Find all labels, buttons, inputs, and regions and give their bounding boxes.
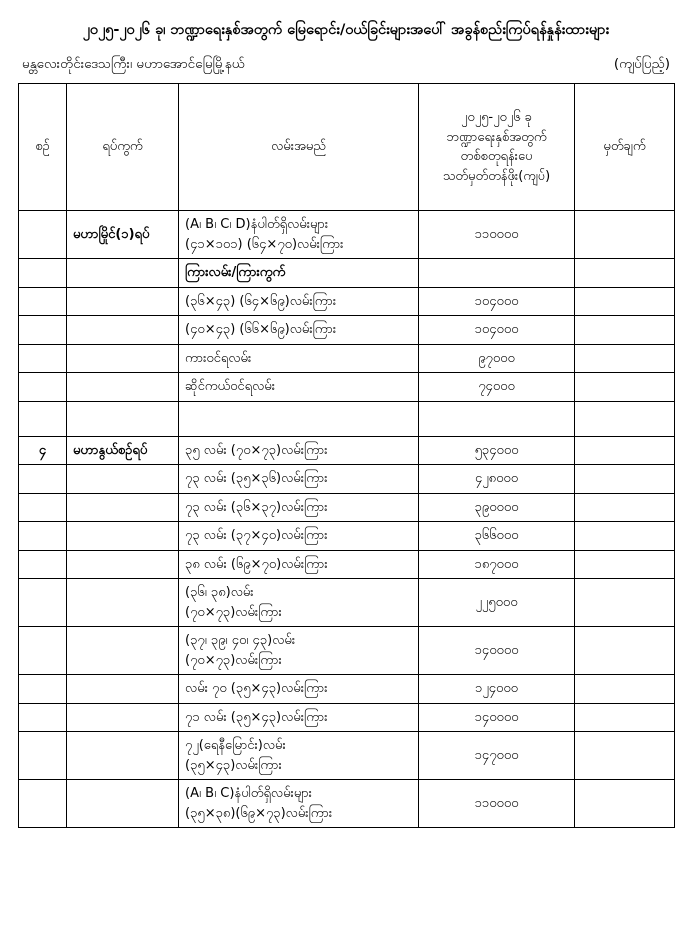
cell-serial-number: [19, 344, 67, 373]
cell-road-name: [179, 344, 419, 373]
cell-serial-number: ၄: [19, 436, 67, 465]
road-name-line: (၇၀×၇၃)လမ်းကြား: [185, 604, 282, 620]
cell-road-name: [179, 211, 419, 259]
cell-serial-number: [19, 522, 67, 551]
cell-road-name: [179, 287, 419, 316]
cell-serial-number: [19, 493, 67, 522]
cell-road-name: [179, 373, 419, 402]
column-header-rate: [419, 84, 575, 211]
road-name-line: ၃၅ လမ်း (၇၀×၇၃)လမ်းကြား: [185, 442, 328, 458]
road-name-line: (၃၆×၄၃) (၆၄×၆၉)လမ်းကြား: [185, 293, 337, 309]
table-row: [19, 287, 675, 316]
cell-ward: [67, 493, 179, 522]
cell-serial-number: [19, 732, 67, 780]
table-row: [19, 579, 675, 627]
cell-rate: ၄၂၈၀၀၀: [419, 465, 575, 494]
table-row: [19, 522, 675, 551]
road-name-line: လမ်း ၇၀ (၃၅×၄၃)လမ်းကြား: [185, 681, 328, 697]
cell-ward: [67, 373, 179, 402]
cell-serial-number: [19, 703, 67, 732]
column-header-road-name: လမ်းအမည်: [179, 84, 419, 211]
table-row: [19, 675, 675, 704]
cell-serial-number: [19, 579, 67, 627]
cell-serial-number: [19, 627, 67, 675]
cell-remark: [575, 373, 675, 402]
cell-remark: [575, 493, 675, 522]
cell-ward: [67, 675, 179, 704]
cell-remark: [575, 550, 675, 579]
cell-ward: [67, 259, 179, 288]
cell-road-name: [179, 675, 419, 704]
cell-remark: [575, 465, 675, 494]
cell-rate: ၁၄၀၀၀၀: [419, 703, 575, 732]
road-name-line: ၇၁ လမ်း (၃၅×၄၃)လမ်းကြား: [185, 709, 328, 725]
subheader-row: [22, 55, 670, 75]
cell-remark: [575, 627, 675, 675]
road-name-line: (A၊ B၊ C၊ D)နံပါတ်ရှိလမ်းများ: [185, 217, 329, 233]
road-name-line: (၃၅×၄၃)လမ်းကြား: [185, 757, 282, 773]
cell-remark: [575, 211, 675, 259]
cell-rate: ၉၇၀၀၀: [419, 344, 575, 373]
cell-rate: ၃၆၆၀၀၀: [419, 522, 575, 551]
cell-ward: [67, 465, 179, 494]
cell-ward: [67, 344, 179, 373]
road-name-line: ၃၈ လမ်း (၆၉×၇၀)လမ်းကြား: [185, 556, 328, 572]
cell-ward: [67, 401, 179, 436]
cell-rate: ၁၄၀၀၀၀: [419, 627, 575, 675]
cell-rate: ၁၁၀၀၀၀: [419, 211, 575, 259]
cell-remark: [575, 732, 675, 780]
cell-serial-number: [19, 259, 67, 288]
road-name-line: ၇၃ လမ်း (၃၅×၃၆)လမ်းကြား: [185, 471, 328, 487]
cell-serial-number: [19, 287, 67, 316]
cell-rate: ၅၃၄၀၀၀: [419, 436, 575, 465]
cell-rate: ၁၀၄၀၀၀: [419, 316, 575, 345]
road-name-line: (၃၅×၃၈)(၆၉×၇၃)လမ်းကြား: [185, 805, 333, 821]
cell-serial-number: [19, 465, 67, 494]
cell-ward: [67, 316, 179, 345]
table-row: [19, 493, 675, 522]
cell-ward: [67, 732, 179, 780]
table-row: [19, 211, 675, 259]
road-name-line: (A၊ B၊ C)နံပါတ်ရှိလမ်းများ: [185, 786, 312, 802]
cell-rate: ၁၁၀၀၀၀: [419, 780, 575, 828]
column-header-no: စဉ်: [19, 84, 67, 211]
cell-road-name: [179, 703, 419, 732]
cell-serial-number: [19, 373, 67, 402]
cell-road-name: [179, 493, 419, 522]
table-row: [19, 436, 675, 465]
cell-serial-number: [19, 675, 67, 704]
cell-road-name: [179, 316, 419, 345]
cell-rate: ၇၄၀၀၀: [419, 373, 575, 402]
cell-road-name: [179, 465, 419, 494]
cell-rate: ၁၀၄၀၀၀: [419, 287, 575, 316]
cell-ward: [67, 780, 179, 828]
road-name-line: (၃၇၊ ၃၉၊ ၄၀၊ ၄၃)လမ်း: [185, 633, 296, 649]
cell-remark: [575, 401, 675, 436]
table-row: [19, 465, 675, 494]
cell-remark: [575, 579, 675, 627]
cell-remark: [575, 780, 675, 828]
cell-rate: ၃၉၀၀၀၀: [419, 493, 575, 522]
table-row: [19, 316, 675, 345]
cell-road-name: [179, 522, 419, 551]
cell-road-name: [179, 627, 419, 675]
cell-ward: မဟာမြိုင်(၁)ရပ်: [67, 211, 179, 259]
cell-road-name: [179, 550, 419, 579]
road-name-line: ၇၃ လမ်း (၃၇×၄၀)လမ်းကြား: [185, 528, 328, 544]
cell-remark: [575, 522, 675, 551]
table-row: [19, 259, 675, 288]
column-header-rate-line-1: ၂၀၂၅-၂၀၂၆ ခု: [461, 110, 532, 126]
column-header-ward: ရပ်ကွက်: [67, 84, 179, 211]
cell-road-name: [179, 579, 419, 627]
cell-ward: [67, 579, 179, 627]
table-body: [19, 211, 675, 828]
cell-rate: [419, 401, 575, 436]
cell-road-name: [179, 780, 419, 828]
cell-remark: [575, 675, 675, 704]
column-header-rate-line-3: တစ်စတုရန်းပေ: [460, 149, 533, 165]
road-name-line: ၇၃ လမ်း (၃၆×၃၇)လမ်းကြား: [185, 499, 328, 515]
cell-road-name: [179, 436, 419, 465]
cell-ward: [67, 287, 179, 316]
currency-note: (ကျပ်ပြည့်): [613, 56, 670, 73]
column-header-rate-line-2: ဘဏ္ဍာရေးနှစ်အတွက်: [446, 129, 547, 145]
cell-ward: မဟာနွယ်စဉ်ရပ်: [67, 436, 179, 465]
road-name-line: (၃၆၊ ၃၈)လမ်း: [185, 585, 254, 601]
cell-remark: [575, 316, 675, 345]
cell-serial-number: [19, 316, 67, 345]
column-header-remark: မှတ်ချက်: [575, 84, 675, 211]
table-row: [19, 780, 675, 828]
cell-remark: [575, 259, 675, 288]
table-header-row: [19, 84, 675, 211]
cell-remark: [575, 344, 675, 373]
cell-ward: [67, 522, 179, 551]
cell-serial-number: [19, 550, 67, 579]
road-name-line: (၇၀×၇၃)လမ်းကြား: [185, 652, 282, 668]
table-row: [19, 703, 675, 732]
cell-road-name: [179, 732, 419, 780]
cell-remark: [575, 287, 675, 316]
region-label: မန္တလေးတိုင်းဒေသကြီး၊ မဟာအောင်မြေမြို့နယ်: [22, 56, 245, 73]
cell-rate: ၁၈၇၀၀၀: [419, 550, 575, 579]
land-tax-rate-table: [18, 83, 675, 828]
road-name-line: ဆိုင်ကယ်ဝင်ရလမ်း: [185, 379, 276, 395]
cell-ward: [67, 703, 179, 732]
table-row: [19, 550, 675, 579]
cell-road-name: [179, 259, 419, 288]
cell-rate: ၁၄၇၀၀၀: [419, 732, 575, 780]
table-row: [19, 627, 675, 675]
column-header-rate-line-4: သတ်မှတ်တန်ဖိုး(ကျပ်): [442, 168, 551, 184]
cell-remark: [575, 703, 675, 732]
cell-rate: ၂၂၅၀၀၀: [419, 579, 575, 627]
table-row: [19, 344, 675, 373]
cell-ward: [67, 627, 179, 675]
road-name-line: ၇၂(ရေနီမြောင်း)လမ်း: [185, 738, 286, 754]
table-row: [19, 732, 675, 780]
cell-serial-number: [19, 401, 67, 436]
road-name-line: ကားဝင်ရလမ်း: [185, 350, 252, 366]
table-row: [19, 401, 675, 436]
road-name-line: (၄၁×၁၀၁) (၆၄×၇၀)လမ်းကြား: [185, 236, 344, 252]
cell-serial-number: [19, 780, 67, 828]
road-name-line: (၄၀×၄၃) (၆၆×၆၉)လမ်းကြား: [185, 322, 337, 338]
cell-serial-number: [19, 211, 67, 259]
cell-rate: [419, 259, 575, 288]
page-title: ၂၀၂၅-၂၀၂၆ ခု၊ ဘဏ္ဍာရေးနှစ်အတွက် မြေရောင်း/ဝယ်ခြင်းများအပေါ် အခွန်စည်းကြပ်ရန်နှုန်းထားများ: [82, 22, 610, 38]
cell-ward: [67, 550, 179, 579]
cell-remark: [575, 436, 675, 465]
table-header: [19, 84, 675, 211]
table-row: [19, 373, 675, 402]
cell-road-name: [179, 401, 419, 436]
cell-rate: ၁၂၄၀၀၀: [419, 675, 575, 704]
road-name-line: ကြားလမ်း/ကြားကွက်: [185, 265, 286, 281]
